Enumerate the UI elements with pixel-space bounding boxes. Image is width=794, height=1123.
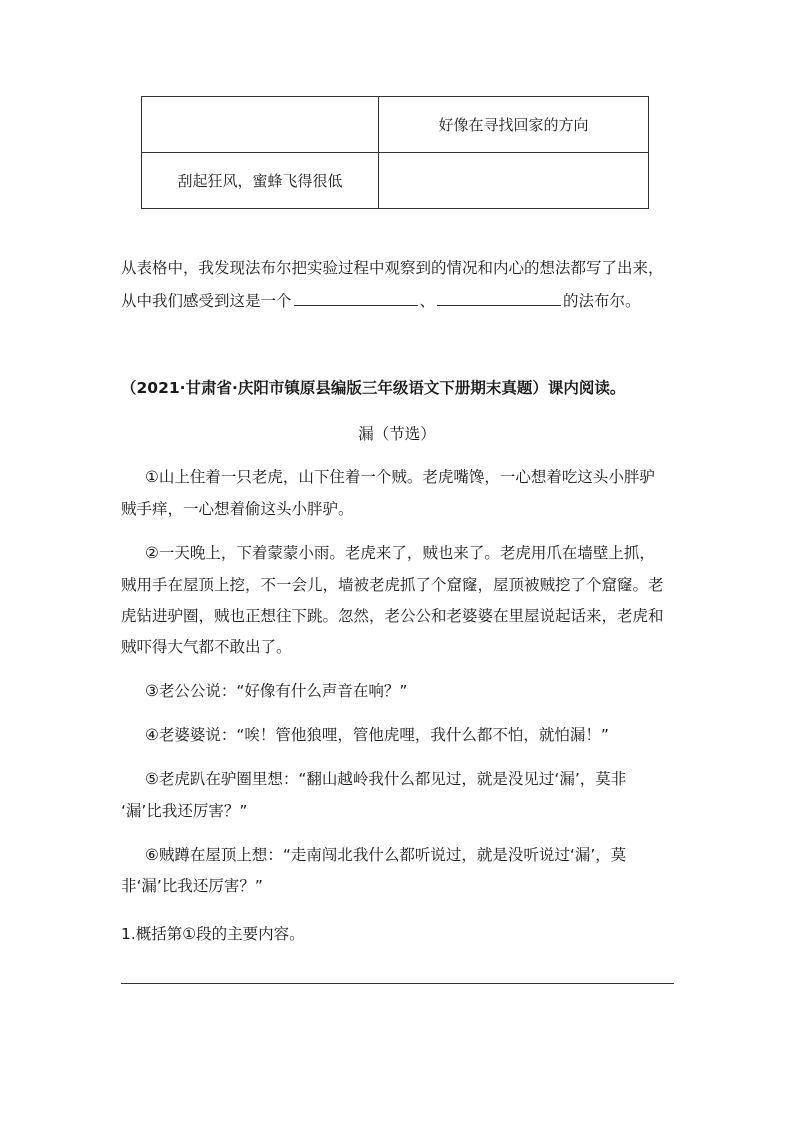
paragraph-line: ‘漏’比我还厉害？”: [121, 802, 248, 820]
table-row: [142, 153, 649, 209]
table-cell: 好像在寻找回家的方向: [379, 97, 649, 153]
summary-suffix: 的法布尔。: [563, 292, 641, 310]
paragraph-line: ④老婆婆说：“唉！管他狼哩，管他虎哩，我什么都不怕，就怕漏！”: [145, 726, 609, 744]
paragraph-line: ②一天晚上，下着蒙蒙小雨。老虎来了，贼也来了。老虎用爪在墙壁上抓，: [145, 544, 655, 562]
section-heading: （2021·甘肃省·庆阳市镇原县编版三年级语文下册期末真题）课内阅读。: [121, 379, 626, 397]
paragraph-line: 非‘漏’比我还厉害？”: [121, 877, 263, 895]
summary-line-2: [121, 290, 641, 311]
observation-table: [141, 96, 649, 209]
paragraph-line: ③老公公说：“好像有什么声音在响？”: [145, 682, 408, 700]
table-cell: 刮起狂风，蜜蜂飞得很低: [142, 153, 379, 209]
answer-line[interactable]: [121, 983, 674, 984]
table-cell: [379, 153, 649, 209]
fill-blank-1[interactable]: [294, 290, 418, 306]
paragraph-line: 虎钻进驴圈，贼也正想往下跳。忽然，老公公和老婆婆在里屋说起话来，老虎和: [121, 607, 664, 625]
paragraph-line: 贼手痒，一心想着偷这头小胖驴。: [121, 500, 354, 518]
summary-prefix: 从中我们感受到这是一个: [121, 292, 292, 310]
paragraph-line: ⑥贼蹲在屋顶上想：“走南闯北我什么都听说过，就是没听说过‘漏’，莫: [145, 846, 627, 864]
summary-line-1: 从表格中，我发现法布尔把实验过程中观察到的情况和内心的想法都写了出来，: [121, 259, 664, 277]
passage-title: 漏（节选）: [358, 425, 436, 443]
question-1: 1.概括第①段的主要内容。: [121, 925, 305, 943]
paragraph-line: 贼用手在屋顶上挖，不一会儿，墙被老虎抓了个窟窿，屋顶被贼挖了个窟窿。老: [121, 576, 664, 594]
paragraph-line: ⑤老虎趴在驴圈里想：“翻山越岭我什么都见过，就是没见过‘漏’，莫非: [145, 770, 627, 788]
paragraph-line: 贼吓得大气都不敢出了。: [121, 638, 292, 656]
table-cell: [142, 97, 379, 153]
fill-blank-2[interactable]: [437, 290, 561, 306]
table-row: [142, 97, 649, 153]
summary-separator: 、: [419, 292, 436, 310]
paragraph-line: ①山上住着一只老虎，山下住着一个贼。老虎嘴馋，一心想着吃这头小胖驴: [145, 468, 655, 486]
